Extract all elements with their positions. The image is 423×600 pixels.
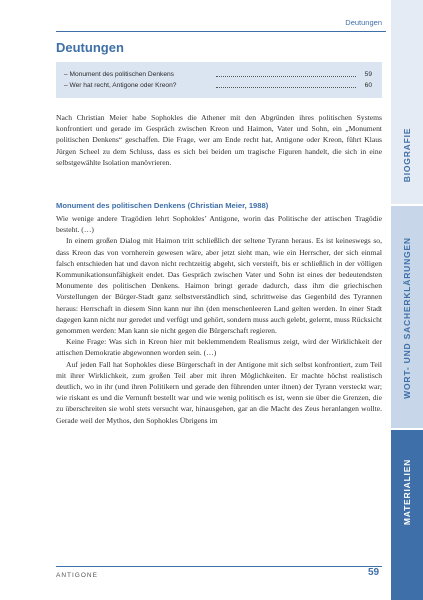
quote-paragraph: Keine Frage: Was sich in Kreon hier mit beklemmendem Realismus zeigt, wird der Wirklichkeit der attischen Demokratie abgewonnen worden sein. (…): [56, 337, 382, 358]
footer-rule: [56, 566, 382, 567]
chapter-title: Deutungen: [56, 40, 124, 55]
page-number: 59: [368, 567, 380, 578]
toc-box: [56, 62, 382, 98]
toc-entry-page: 59: [364, 71, 372, 78]
toc-leader: [216, 87, 356, 88]
intro-paragraph: Nach Christian Meier habe Sophokles die Athener mit den Abgründen ihres politischen Systems konfrontiert und gerade im Gespräch zwischen Kreon und Haimon, Vater und Sohn, ein „Monument politischen Denkens“ geschaffen. Die Frage, wer am Ende recht hat, Antigone oder Kreon, führt Klaus Jürgen Scheel zu dem Schluss, dass es sich bei beiden um tragische Figuren handelt, die sich in eine selbstgewählte Isolation manövrieren.: [56, 113, 382, 167]
running-header-title: Deutungen: [345, 18, 382, 27]
toc-entry[interactable]: [64, 70, 372, 79]
footer-book-title: ANTIGONE: [56, 572, 98, 579]
toc-entry[interactable]: [64, 81, 372, 90]
toc-entry-label: – Wer hat recht, Antigone oder Kreon?: [64, 82, 177, 89]
quote-paragraph: Auf jeden Fall hat Sophokles diese Bürgerschaft in der Antigone mit sich selbst konfrontiert, zum Teil mit ihrer Wirklichkeit, zum großen Teil aber mit ihren Möglichkeiten. Er machte höchst realistisch deutlich, wo in ihr (und ihren Politikern und gerade den führenden unter ihnen) der Tyrann versteckt war; wie riskant es und die Vernunft bestellt war und wie wenig politisch es ist, wenn sie über die Grenzen, die zu überschreiten sie wohl stets versucht war, hinausgehen, gar an die Macht des Zeus heranlangen wollte. Gerade weil der Mythos, den Sophokles Übrigens im: [56, 359, 382, 425]
side-tab-biografie[interactable]: [391, 0, 423, 206]
section-heading: Monument des politischen Denkens (Christian Meier, 1988): [56, 201, 269, 210]
toc-leader: [216, 76, 356, 77]
quote-paragraph: In einem großen Dialog mit Haimon tritt schließlich der seltene Tyrann heraus. Es ist keineswegs so, dass Kreon das von vornherein gewesen wäre, aber jetzt sieht man, wie ein Herrscher, der sich einmal falsch entschieden hat und davon nicht rechtzeitig abgeht, sich versteift, bis er schließlich in der völligen Kommunikationsunfähigkeit endet. Das Gespräch zwischen Vater und Sohn ist eines der bedeutendsten Monumente des politischen Denkens. Haimon bringt gerade dadurch, dass ihm die griechischen Vorstellungen der Bürger-Stadt ganz selbstverständlich sind, schrittweise das Gegenbild des Tyrannen heraus: Herrschaft in diesem Sinn kann nur ihn (den menschenleeren Land gelten werden. In einer Stadt dagegen kann nicht nur geredet und verfügt und gehört, sondern muss auch gelebt, gelernt, muss Rücksicht genommen werden: Man kann sie nicht gegen die Bürgerschaft regieren.: [56, 236, 382, 336]
side-tab-wort-und-sacherklaerungen[interactable]: [391, 206, 423, 430]
side-tab-label: BIOGRAFIE: [402, 127, 412, 183]
side-tab-label: MATERIALIEN: [402, 458, 412, 526]
toc-entry-page: 60: [364, 82, 372, 89]
toc-entry-label: – Monument des politischen Denkens: [64, 71, 174, 78]
running-header: [56, 18, 386, 32]
quote-body: [56, 213, 382, 553]
side-tab-label: WORT- UND SACHERKLÄRUNGEN: [402, 237, 412, 399]
quote-paragraph: Wie wenige andere Tragödien lehrt Sophokles’ Antigone, worin das Politische der attischen Tragödie besteht. (…): [56, 214, 382, 235]
side-tab-materialien[interactable]: [391, 430, 423, 600]
